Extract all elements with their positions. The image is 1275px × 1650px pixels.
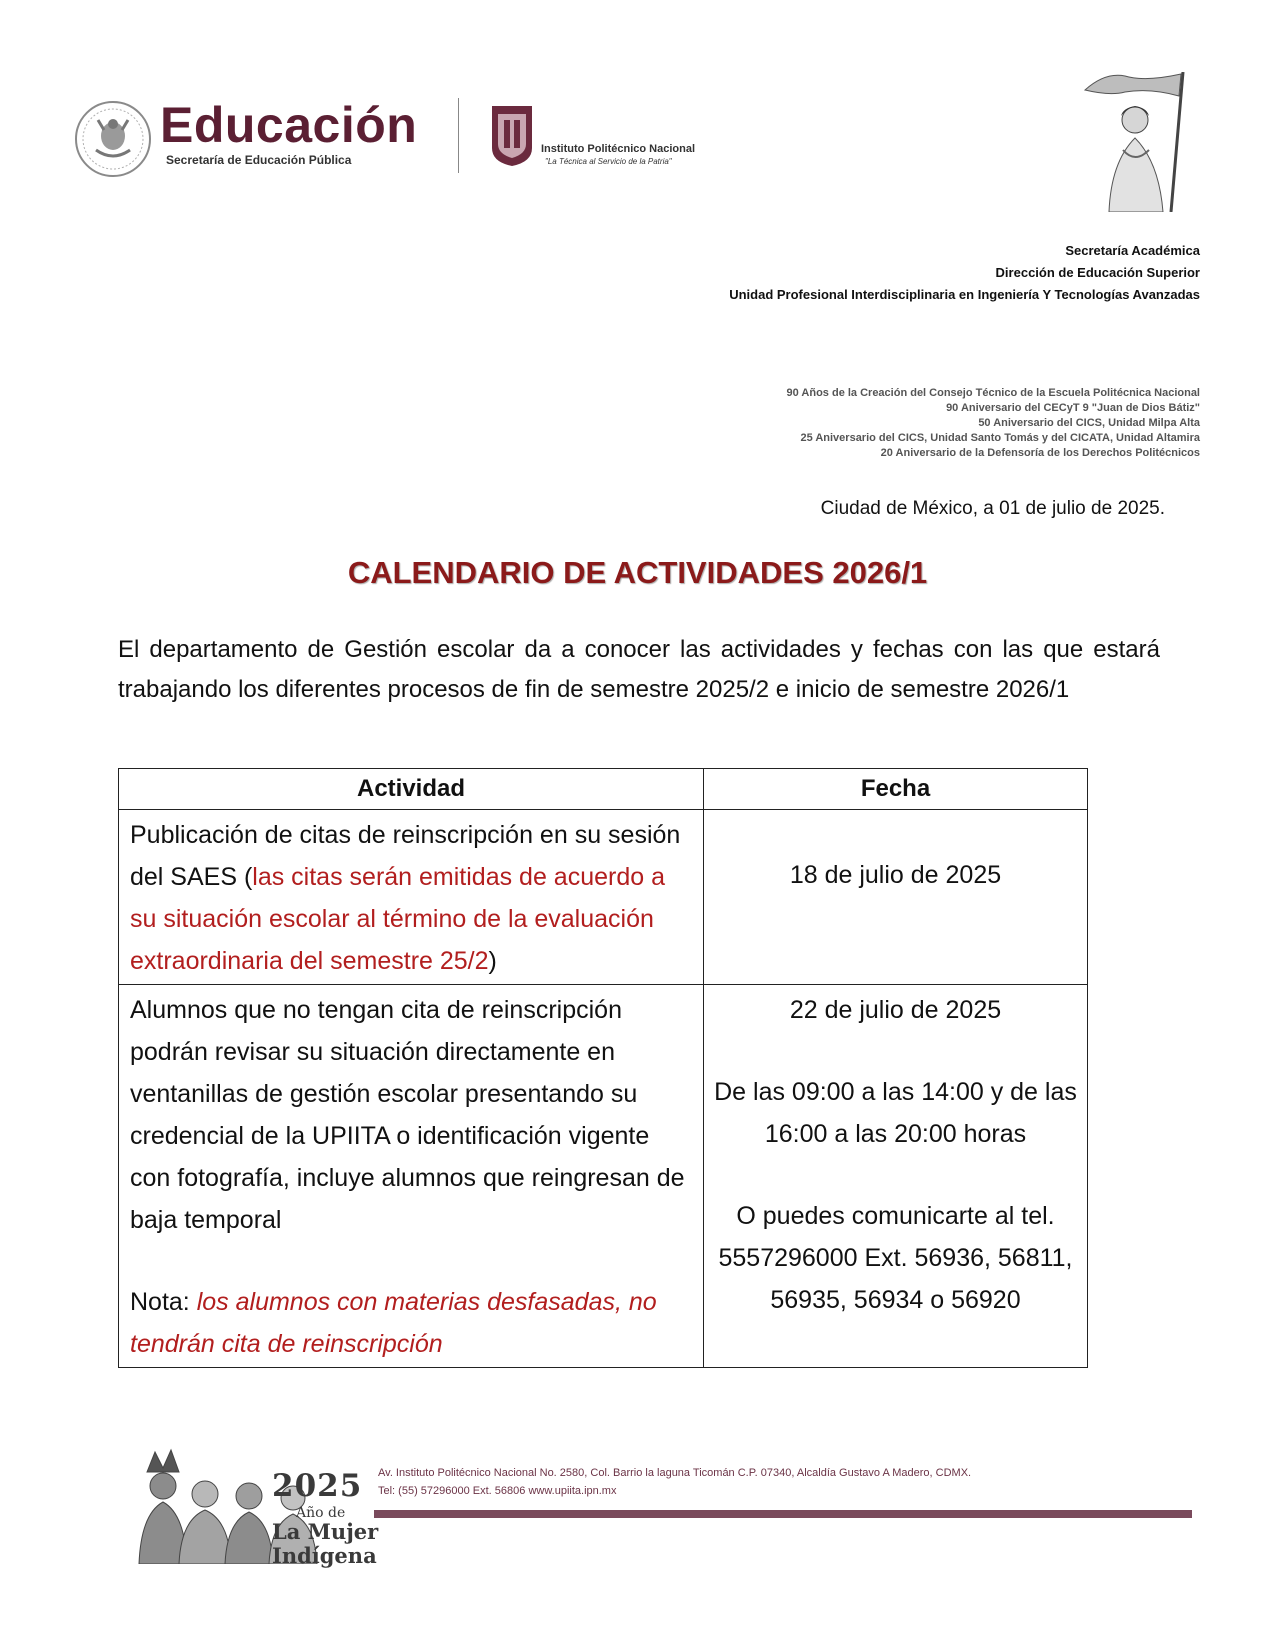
activity-close: ) (488, 947, 497, 975)
note-text: los alumnos con materias desfasadas, no tendrán cita de reinscripción (130, 1288, 657, 1358)
document-title: CALENDARIO DE ACTIVIDADES 2026/1 (347, 555, 928, 590)
dept-line: Unidad Profesional Interdisciplinaria en Ingeniería Y Tecnologías Avanzadas (729, 287, 1200, 302)
brand-wordmark: Educación (160, 97, 418, 153)
column-header-activity: Actividad (119, 769, 704, 810)
anniversary-block (787, 386, 1200, 461)
footer-year-theme (272, 1520, 378, 1568)
department-block (729, 240, 1200, 306)
column-header-date: Fecha (704, 769, 1088, 810)
anniversary-line: 25 Aniversario del CICS, Unidad Santo Tomás y del CICATA, Unidad Altamira (800, 432, 1200, 444)
date-cell (704, 985, 1088, 1368)
activities-table (118, 768, 1088, 1368)
anniversary-line: 20 Aniversario de la Defensoría de los Derechos Politécnicos (880, 447, 1200, 459)
ipn-logo-icon (490, 104, 534, 168)
footer-theme-line: Indígena (272, 1543, 377, 1568)
activity-cell (119, 985, 704, 1368)
footer-theme-line: La Mujer (272, 1519, 379, 1544)
date-line: Ciudad de México, a 01 de julio de 2025. (820, 498, 1165, 519)
ipn-motto: "La Técnica al Servicio de la Patria" (545, 157, 672, 166)
hours-text: De las 09:00 a las 14:00 y de las 16:00 a las 20:00 horas (714, 1078, 1077, 1148)
activity-text: Publicación de citas de reinscripción en su sesión del SAES ( (130, 821, 681, 891)
table-row (119, 985, 1088, 1368)
anniversary-line: 50 Aniversario del CICS, Unidad Milpa Alta (978, 417, 1200, 429)
dept-line: Secretaría Académica (1065, 243, 1200, 258)
date-value: 18 de julio de 2025 (789, 861, 1002, 889)
note-label: Nota: (130, 1288, 197, 1316)
heroine-illustration (1055, 72, 1205, 212)
ipn-name: Instituto Politécnico Nacional (541, 143, 696, 155)
anniversary-line: 90 Aniversario del CECyT 9 "Juan de Dios Bátiz" (946, 402, 1200, 414)
activity-note (130, 1281, 693, 1365)
footer-address-block (378, 1464, 971, 1500)
footer-contact: Tel: (55) 57296000 Ext. 56806 www.upiita.ipn.mx (378, 1485, 617, 1497)
activity-text: Alumnos que no tengan cita de reinscripción podrán revisar su situación directamente en ventanillas de gestión escolar presentando su credencial de la UPIITA o identificación vigente con fotografía, incluye alumnos que reingresan de baja temporal (130, 996, 685, 1234)
table-row (119, 810, 1088, 985)
footer-address: Av. Instituto Politécnico Nacional No. 2580, Col. Barrio la laguna Ticomán C.P. 07340, Alcaldía Gustavo A Madero, CDMX. (378, 1467, 972, 1479)
anniversary-line: 90 Años de la Creación del Consejo Técnico de la Escuela Politécnica Nacional (786, 387, 1200, 399)
activity-highlight: las citas serán emitidas de acuerdo a su situación escolar al término de la evaluación extraordinaria del semestre 25/2 (130, 863, 666, 975)
table-header-row (119, 769, 1088, 810)
footer-year: 2025 (272, 1468, 363, 1504)
footer-year-caption: Año de (296, 1505, 346, 1521)
activity-cell (119, 810, 704, 985)
footer-bar (374, 1510, 1192, 1518)
header-divider (458, 98, 459, 173)
contact-text: O puedes comunicarte al tel. 5557296000 Ext. 56936, 56811, 56935, 56934 o 56920 (718, 1202, 1073, 1314)
intro-paragraph: El departamento de Gestión escolar da a conocer las actividades y fechas con las que estará trabajando los diferentes procesos de fin de semestre 2025/2 e inicio de semestre 2026/1 (118, 636, 1160, 703)
dept-line: Dirección de Educación Superior (995, 265, 1200, 280)
brand-subtitle: Secretaría de Educación Pública (166, 153, 352, 167)
mexico-seal-icon (74, 100, 152, 178)
date-cell (704, 810, 1088, 985)
date-value: 22 de julio de 2025 (789, 996, 1002, 1024)
